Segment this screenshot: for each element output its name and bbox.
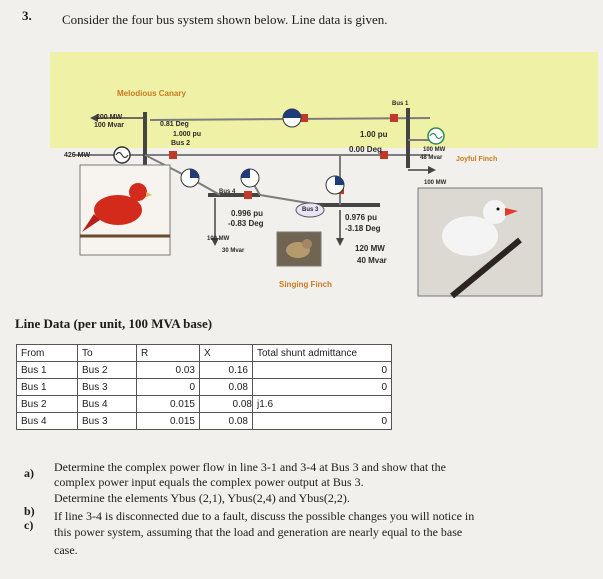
bus2-label: Bus 2 <box>171 140 191 147</box>
breaker-icon <box>244 191 252 199</box>
header-admittance: Total shunt admittance <box>253 345 392 362</box>
cell-from: Bus 2 <box>17 396 78 413</box>
arrow-down-icon <box>336 238 344 246</box>
cell-r: 0.03 <box>137 362 200 379</box>
question-c-line2: this power system, assuming that the load and generation are nearly equal to the base <box>54 525 463 539</box>
cell-admittance: 0 <box>253 413 392 430</box>
cell-admittance: j1.6 <box>253 396 392 413</box>
table-row <box>17 413 392 430</box>
cell-r: 0 <box>137 379 200 396</box>
line-data-table <box>16 344 392 430</box>
table-row <box>17 362 392 379</box>
question-c-line3: case. <box>54 543 78 557</box>
bus3-load-mvar: 40 Mvar <box>357 256 387 265</box>
question-b-label: b) <box>24 504 35 518</box>
cell-to: Bus 3 <box>78 413 137 430</box>
flow-pie-icon <box>190 169 199 178</box>
breaker-icon <box>390 114 398 122</box>
bus3-voltage: 0.976 pu <box>345 213 378 222</box>
table-row <box>17 379 392 396</box>
header-r: R <box>137 345 200 362</box>
cell-x: 0.16 <box>200 362 253 379</box>
header-to: To <box>78 345 137 362</box>
breaker-icon <box>169 151 177 159</box>
cell-x-admittance <box>200 396 253 413</box>
bus4-angle: -0.83 Deg <box>228 219 264 228</box>
header-x: X <box>200 345 253 362</box>
cell-r: 0.015 <box>137 396 200 413</box>
cell-from: Bus 1 <box>17 362 78 379</box>
white-finch-photo <box>418 188 542 296</box>
cell-to: Bus 2 <box>78 362 137 379</box>
bus1-label: Bus 1 <box>392 101 409 107</box>
flow-pie-icon <box>283 109 301 118</box>
bus2-voltage: 1.000 pu <box>173 131 202 138</box>
question-text: Consider the four bus system shown below. Line data is given. <box>62 12 388 27</box>
gen-left-mw: 200 MW <box>96 114 123 121</box>
bus4-load-mw: 100 MW <box>207 236 230 242</box>
cell-admittance: 0 <box>253 362 392 379</box>
cell-to: Bus 4 <box>78 396 137 413</box>
cell-admittance: 0 <box>253 379 392 396</box>
red-canary-photo <box>80 165 170 255</box>
arrow-right-icon <box>428 166 436 174</box>
bus3-load-mw: 120 MW <box>355 244 385 253</box>
gen-right-mvar: 48 Mvar <box>420 155 443 161</box>
cell-x: 0.08 <box>232 398 252 410</box>
bus3-label: Bus 3 <box>302 207 319 213</box>
bus3-angle: -3.18 Deg <box>345 224 381 233</box>
question-b-line1: Determine the elements Ybus (2,1), Ybus(2,4) and Ybus(2,2). <box>54 491 350 505</box>
cell-r: 0.015 <box>137 413 200 430</box>
cell-x: 0.08 <box>200 413 253 430</box>
cell-from: Bus 4 <box>17 413 78 430</box>
question-c-line1: If line 3-4 is disconnected due to a fault, discuss the possible changes you will notice in <box>54 509 475 523</box>
cell-x: 0.08 <box>200 379 253 396</box>
bus2-angle: 0.81 Deg <box>160 121 189 128</box>
table-row <box>17 396 392 413</box>
question-a-line1: Determine the complex power flow in line 3-1 and 3-4 at Bus 3 and show that the <box>54 460 446 474</box>
singing-finch-label: Singing Finch <box>279 280 332 289</box>
singing-finch-photo <box>277 232 321 266</box>
flow-pie-icon <box>335 176 344 185</box>
left-load-label: 426 MW <box>64 152 91 159</box>
gen-left-mvar: 100 Mvar <box>94 122 124 129</box>
gen-right-mw: 100 MW <box>423 147 446 153</box>
bus4-voltage: 0.996 pu <box>231 209 264 218</box>
table-header-row <box>17 345 392 362</box>
header-from: From <box>17 345 78 362</box>
bus1-voltage: 1.00 pu <box>360 130 388 139</box>
cell-to: Bus 3 <box>78 379 137 396</box>
right-load-label: 100 MW <box>424 180 447 186</box>
joyful-finch-label: Joyful Finch <box>456 156 498 163</box>
melodious-canary-label: Melodious Canary <box>117 89 186 98</box>
bus4-load-mvar: 30 Mvar <box>222 248 245 254</box>
cell-from: Bus 1 <box>17 379 78 396</box>
question-number: 3. <box>22 8 32 23</box>
bus4-label: Bus 4 <box>219 189 236 195</box>
question-a-label: a) <box>24 466 34 480</box>
bus1-angle: 0.00 Deg <box>349 145 382 154</box>
line-data-title: Line Data (per unit, 100 MVA base) <box>15 316 213 331</box>
question-a-line2: complex power input equals the complex power output at Bus 3. <box>54 475 364 489</box>
flow-pie-icon <box>241 169 250 178</box>
question-c-label: c) <box>24 518 34 532</box>
